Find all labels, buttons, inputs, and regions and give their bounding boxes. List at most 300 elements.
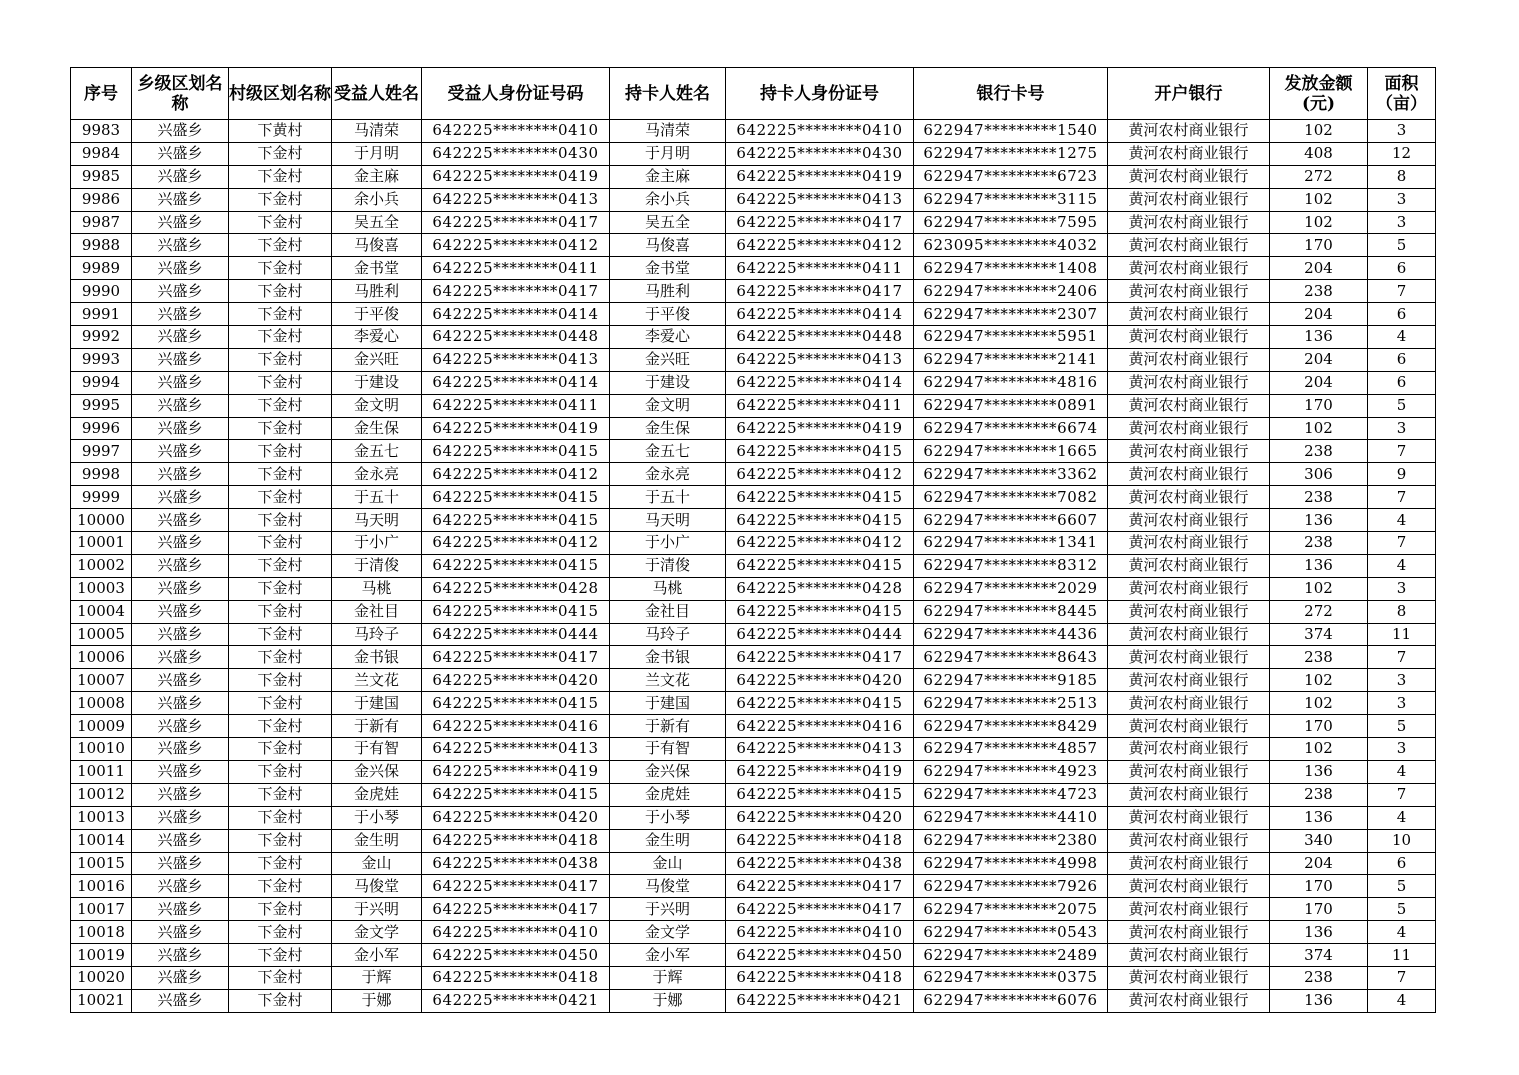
beneficiary-name-cell: 金山 xyxy=(332,852,422,875)
bank-cell: 黄河农村商业银行 xyxy=(1108,394,1270,417)
township-cell: 兴盛乡 xyxy=(132,623,229,646)
index-cell: 10000 xyxy=(71,509,132,532)
area-cell: 8 xyxy=(1368,165,1436,188)
cardholder-id-cell: 642225********0413 xyxy=(726,348,914,371)
index-cell: 9992 xyxy=(71,326,132,349)
bank-card-cell: 622947*********6076 xyxy=(914,989,1108,1012)
beneficiary-name-cell: 金社目 xyxy=(332,600,422,623)
amount-cell: 272 xyxy=(1270,165,1368,188)
amount-cell: 136 xyxy=(1270,806,1368,829)
beneficiary-id-cell: 642225********0414 xyxy=(422,371,610,394)
township-cell: 兴盛乡 xyxy=(132,966,229,989)
cardholder-name-cell: 金兴旺 xyxy=(610,348,726,371)
township-cell: 兴盛乡 xyxy=(132,852,229,875)
township-cell: 兴盛乡 xyxy=(132,188,229,211)
beneficiary-id-cell: 642225********0419 xyxy=(422,760,610,783)
beneficiary-id-cell: 642225********0413 xyxy=(422,348,610,371)
bank-cell: 黄河农村商业银行 xyxy=(1108,989,1270,1012)
cardholder-name-cell: 金虎娃 xyxy=(610,783,726,806)
bank-card-cell: 622947*********2489 xyxy=(914,944,1108,967)
amount-cell: 204 xyxy=(1270,371,1368,394)
township-cell: 兴盛乡 xyxy=(132,326,229,349)
area-cell: 7 xyxy=(1368,280,1436,303)
bank-cell: 黄河农村商业银行 xyxy=(1108,257,1270,280)
bank-card-cell: 622947*********3115 xyxy=(914,188,1108,211)
cardholder-name-cell: 于月明 xyxy=(610,142,726,165)
bank-cell: 黄河农村商业银行 xyxy=(1108,463,1270,486)
beneficiary-name-cell: 金生保 xyxy=(332,417,422,440)
beneficiary-id-cell: 642225********0419 xyxy=(422,165,610,188)
table-row xyxy=(71,165,1436,188)
cardholder-id-cell: 642225********0450 xyxy=(726,944,914,967)
cardholder-name-cell: 马天明 xyxy=(610,509,726,532)
beneficiary-name-cell: 金兴旺 xyxy=(332,348,422,371)
beneficiary-id-cell: 642225********0411 xyxy=(422,394,610,417)
amount-cell: 102 xyxy=(1270,417,1368,440)
table-row xyxy=(71,989,1436,1012)
amount-cell: 204 xyxy=(1270,852,1368,875)
village-cell: 下金村 xyxy=(229,646,332,669)
village-cell: 下金村 xyxy=(229,234,332,257)
table-row xyxy=(71,600,1436,623)
township-cell: 兴盛乡 xyxy=(132,921,229,944)
table-row xyxy=(71,142,1436,165)
cardholder-name-cell: 金生明 xyxy=(610,829,726,852)
beneficiary-name-cell: 于新有 xyxy=(332,715,422,738)
cardholder-id-cell: 642225********0411 xyxy=(726,394,914,417)
header-cell-amount: 发放金额(元) xyxy=(1270,68,1368,120)
amount-cell: 306 xyxy=(1270,463,1368,486)
amount-cell: 136 xyxy=(1270,760,1368,783)
table-row xyxy=(71,188,1436,211)
beneficiary-id-cell: 642225********0413 xyxy=(422,738,610,761)
amount-cell: 170 xyxy=(1270,394,1368,417)
header-cell-township: 乡级区划名称 xyxy=(132,68,229,120)
bank-card-cell: 622947*********4923 xyxy=(914,760,1108,783)
bank-cell: 黄河农村商业银行 xyxy=(1108,760,1270,783)
amount-cell: 136 xyxy=(1270,989,1368,1012)
area-cell: 4 xyxy=(1368,989,1436,1012)
index-cell: 9993 xyxy=(71,348,132,371)
table-row xyxy=(71,532,1436,555)
table-row xyxy=(71,692,1436,715)
area-cell: 3 xyxy=(1368,417,1436,440)
beneficiary-id-cell: 642225********0418 xyxy=(422,966,610,989)
table-row xyxy=(71,921,1436,944)
header-row xyxy=(71,68,1436,120)
bank-cell: 黄河农村商业银行 xyxy=(1108,280,1270,303)
village-cell: 下金村 xyxy=(229,623,332,646)
bank-cell: 黄河农村商业银行 xyxy=(1108,417,1270,440)
index-cell: 10011 xyxy=(71,760,132,783)
bank-card-cell: 622947*********6723 xyxy=(914,165,1108,188)
cardholder-id-cell: 642225********0414 xyxy=(726,371,914,394)
bank-cell: 黄河农村商业银行 xyxy=(1108,623,1270,646)
amount-cell: 408 xyxy=(1270,142,1368,165)
bank-cell: 黄河农村商业银行 xyxy=(1108,806,1270,829)
bank-cell: 黄河农村商业银行 xyxy=(1108,120,1270,143)
village-cell: 下金村 xyxy=(229,554,332,577)
amount-cell: 204 xyxy=(1270,257,1368,280)
amount-cell: 272 xyxy=(1270,600,1368,623)
village-cell: 下金村 xyxy=(229,348,332,371)
cardholder-id-cell: 642225********0419 xyxy=(726,417,914,440)
bank-cell: 黄河农村商业银行 xyxy=(1108,875,1270,898)
beneficiary-id-cell: 642225********0410 xyxy=(422,120,610,143)
bank-cell: 黄河农村商业银行 xyxy=(1108,188,1270,211)
index-cell: 9985 xyxy=(71,165,132,188)
village-cell: 下金村 xyxy=(229,875,332,898)
area-cell: 3 xyxy=(1368,669,1436,692)
bank-card-cell: 623095*********4032 xyxy=(914,234,1108,257)
cardholder-name-cell: 余小兵 xyxy=(610,188,726,211)
cardholder-id-cell: 642225********0419 xyxy=(726,165,914,188)
area-cell: 4 xyxy=(1368,326,1436,349)
area-cell: 3 xyxy=(1368,188,1436,211)
header-cell-beneficiary-id: 受益人身份证号码 xyxy=(422,68,610,120)
table-row xyxy=(71,120,1436,143)
beneficiary-id-cell: 642225********0417 xyxy=(422,646,610,669)
header-cell-bank: 开户银行 xyxy=(1108,68,1270,120)
area-cell: 4 xyxy=(1368,760,1436,783)
bank-card-cell: 622947*********1665 xyxy=(914,440,1108,463)
cardholder-id-cell: 642225********0418 xyxy=(726,966,914,989)
beneficiary-id-cell: 642225********0415 xyxy=(422,554,610,577)
beneficiary-name-cell: 金文明 xyxy=(332,394,422,417)
cardholder-id-cell: 642225********0430 xyxy=(726,142,914,165)
bank-card-cell: 622947*********9185 xyxy=(914,669,1108,692)
township-cell: 兴盛乡 xyxy=(132,554,229,577)
beneficiary-name-cell: 金主麻 xyxy=(332,165,422,188)
township-cell: 兴盛乡 xyxy=(132,944,229,967)
amount-cell: 102 xyxy=(1270,120,1368,143)
bank-cell: 黄河农村商业银行 xyxy=(1108,440,1270,463)
beneficiary-name-cell: 金书堂 xyxy=(332,257,422,280)
beneficiary-id-cell: 642225********0421 xyxy=(422,989,610,1012)
beneficiary-name-cell: 余小兵 xyxy=(332,188,422,211)
cardholder-name-cell: 金五七 xyxy=(610,440,726,463)
beneficiary-id-cell: 642225********0415 xyxy=(422,600,610,623)
township-cell: 兴盛乡 xyxy=(132,486,229,509)
amount-cell: 170 xyxy=(1270,715,1368,738)
cardholder-id-cell: 642225********0414 xyxy=(726,303,914,326)
bank-card-cell: 622947*********4410 xyxy=(914,806,1108,829)
beneficiary-name-cell: 金生明 xyxy=(332,829,422,852)
area-cell: 11 xyxy=(1368,944,1436,967)
beneficiary-id-cell: 642225********0416 xyxy=(422,715,610,738)
cardholder-name-cell: 于辉 xyxy=(610,966,726,989)
village-cell: 下金村 xyxy=(229,966,332,989)
amount-cell: 136 xyxy=(1270,326,1368,349)
index-cell: 9989 xyxy=(71,257,132,280)
cardholder-name-cell: 金山 xyxy=(610,852,726,875)
index-cell: 9995 xyxy=(71,394,132,417)
cardholder-id-cell: 642225********0444 xyxy=(726,623,914,646)
area-cell: 6 xyxy=(1368,348,1436,371)
beneficiary-id-cell: 642225********0415 xyxy=(422,440,610,463)
cardholder-name-cell: 马俊喜 xyxy=(610,234,726,257)
amount-cell: 238 xyxy=(1270,486,1368,509)
amount-cell: 102 xyxy=(1270,738,1368,761)
village-cell: 下金村 xyxy=(229,738,332,761)
cardholder-id-cell: 642225********0415 xyxy=(726,509,914,532)
village-cell: 下金村 xyxy=(229,211,332,234)
bank-cell: 黄河农村商业银行 xyxy=(1108,348,1270,371)
index-cell: 10006 xyxy=(71,646,132,669)
area-cell: 3 xyxy=(1368,738,1436,761)
cardholder-id-cell: 642225********0420 xyxy=(726,806,914,829)
beneficiary-name-cell: 金兴保 xyxy=(332,760,422,783)
village-cell: 下金村 xyxy=(229,142,332,165)
cardholder-name-cell: 兰文花 xyxy=(610,669,726,692)
township-cell: 兴盛乡 xyxy=(132,600,229,623)
area-cell: 11 xyxy=(1368,623,1436,646)
bank-cell: 黄河农村商业银行 xyxy=(1108,371,1270,394)
header-cell-area: 面积（亩） xyxy=(1368,68,1436,120)
table-row xyxy=(71,554,1436,577)
cardholder-name-cell: 于小琴 xyxy=(610,806,726,829)
cardholder-name-cell: 于平俊 xyxy=(610,303,726,326)
village-cell: 下金村 xyxy=(229,898,332,921)
bank-card-cell: 622947*********4857 xyxy=(914,738,1108,761)
area-cell: 8 xyxy=(1368,600,1436,623)
cardholder-name-cell: 于建设 xyxy=(610,371,726,394)
township-cell: 兴盛乡 xyxy=(132,371,229,394)
header-cell-index: 序号 xyxy=(71,68,132,120)
village-cell: 下金村 xyxy=(229,165,332,188)
cardholder-id-cell: 642225********0420 xyxy=(726,669,914,692)
township-cell: 兴盛乡 xyxy=(132,783,229,806)
village-cell: 下金村 xyxy=(229,486,332,509)
header-cell-bank-card: 银行卡号 xyxy=(914,68,1108,120)
beneficiary-name-cell: 金小军 xyxy=(332,944,422,967)
cardholder-id-cell: 642225********0413 xyxy=(726,738,914,761)
cardholder-name-cell: 于有智 xyxy=(610,738,726,761)
area-cell: 10 xyxy=(1368,829,1436,852)
amount-cell: 102 xyxy=(1270,577,1368,600)
index-cell: 10019 xyxy=(71,944,132,967)
cardholder-name-cell: 于兴明 xyxy=(610,898,726,921)
amount-cell: 238 xyxy=(1270,440,1368,463)
bank-card-cell: 622947*********7926 xyxy=(914,875,1108,898)
table-row xyxy=(71,875,1436,898)
cardholder-name-cell: 于清俊 xyxy=(610,554,726,577)
cardholder-name-cell: 金书堂 xyxy=(610,257,726,280)
cardholder-name-cell: 马桃 xyxy=(610,577,726,600)
bank-cell: 黄河农村商业银行 xyxy=(1108,165,1270,188)
table-row xyxy=(71,463,1436,486)
beneficiary-name-cell: 金虎娃 xyxy=(332,783,422,806)
table-row xyxy=(71,280,1436,303)
beneficiary-name-cell: 金文学 xyxy=(332,921,422,944)
table-row xyxy=(71,577,1436,600)
village-cell: 下金村 xyxy=(229,371,332,394)
beneficiary-id-cell: 642225********0413 xyxy=(422,188,610,211)
beneficiary-id-cell: 642225********0420 xyxy=(422,806,610,829)
cardholder-id-cell: 642225********0410 xyxy=(726,921,914,944)
beneficiary-id-cell: 642225********0430 xyxy=(422,142,610,165)
beneficiary-id-cell: 642225********0417 xyxy=(422,280,610,303)
village-cell: 下金村 xyxy=(229,921,332,944)
beneficiary-id-cell: 642225********0412 xyxy=(422,463,610,486)
bank-cell: 黄河农村商业银行 xyxy=(1108,692,1270,715)
area-cell: 3 xyxy=(1368,120,1436,143)
area-cell: 5 xyxy=(1368,394,1436,417)
township-cell: 兴盛乡 xyxy=(132,417,229,440)
table-row xyxy=(71,234,1436,257)
bank-cell: 黄河农村商业银行 xyxy=(1108,783,1270,806)
cardholder-id-cell: 642225********0448 xyxy=(726,326,914,349)
index-cell: 10018 xyxy=(71,921,132,944)
bank-card-cell: 622947*********6674 xyxy=(914,417,1108,440)
bank-card-cell: 622947*********8643 xyxy=(914,646,1108,669)
amount-cell: 170 xyxy=(1270,875,1368,898)
area-cell: 6 xyxy=(1368,257,1436,280)
township-cell: 兴盛乡 xyxy=(132,669,229,692)
township-cell: 兴盛乡 xyxy=(132,211,229,234)
area-cell: 7 xyxy=(1368,532,1436,555)
table-row xyxy=(71,211,1436,234)
cardholder-name-cell: 马俊堂 xyxy=(610,875,726,898)
township-cell: 兴盛乡 xyxy=(132,646,229,669)
table-row xyxy=(71,371,1436,394)
bank-card-cell: 622947*********4816 xyxy=(914,371,1108,394)
cardholder-name-cell: 马胜利 xyxy=(610,280,726,303)
beneficiary-id-cell: 642225********0448 xyxy=(422,326,610,349)
cardholder-name-cell: 于五十 xyxy=(610,486,726,509)
header-cell-cardholder-id: 持卡人身份证号 xyxy=(726,68,914,120)
village-cell: 下金村 xyxy=(229,783,332,806)
area-cell: 7 xyxy=(1368,440,1436,463)
cardholder-name-cell: 吴五全 xyxy=(610,211,726,234)
village-cell: 下黄村 xyxy=(229,120,332,143)
bank-card-cell: 622947*********0375 xyxy=(914,966,1108,989)
beneficiary-name-cell: 于月明 xyxy=(332,142,422,165)
cardholder-id-cell: 642225********0417 xyxy=(726,646,914,669)
village-cell: 下金村 xyxy=(229,394,332,417)
beneficiary-name-cell: 于娜 xyxy=(332,989,422,1012)
township-cell: 兴盛乡 xyxy=(132,577,229,600)
index-cell: 10001 xyxy=(71,532,132,555)
beneficiary-id-cell: 642225********0414 xyxy=(422,303,610,326)
beneficiary-id-cell: 642225********0417 xyxy=(422,875,610,898)
village-cell: 下金村 xyxy=(229,944,332,967)
township-cell: 兴盛乡 xyxy=(132,692,229,715)
beneficiary-name-cell: 于平俊 xyxy=(332,303,422,326)
cardholder-name-cell: 金书银 xyxy=(610,646,726,669)
cardholder-name-cell: 金主麻 xyxy=(610,165,726,188)
table-row xyxy=(71,326,1436,349)
bank-card-cell: 622947*********2307 xyxy=(914,303,1108,326)
township-cell: 兴盛乡 xyxy=(132,989,229,1012)
index-cell: 9983 xyxy=(71,120,132,143)
village-cell: 下金村 xyxy=(229,326,332,349)
amount-cell: 170 xyxy=(1270,234,1368,257)
index-cell: 10021 xyxy=(71,989,132,1012)
cardholder-id-cell: 642225********0438 xyxy=(726,852,914,875)
index-cell: 10020 xyxy=(71,966,132,989)
cardholder-id-cell: 642225********0415 xyxy=(726,692,914,715)
cardholder-id-cell: 642225********0419 xyxy=(726,760,914,783)
index-cell: 10013 xyxy=(71,806,132,829)
bank-card-cell: 622947*********5951 xyxy=(914,326,1108,349)
township-cell: 兴盛乡 xyxy=(132,348,229,371)
cardholder-id-cell: 642225********0412 xyxy=(726,234,914,257)
bank-card-cell: 622947*********2075 xyxy=(914,898,1108,921)
table-row xyxy=(71,944,1436,967)
cardholder-name-cell: 李爱心 xyxy=(610,326,726,349)
bank-card-cell: 622947*********2406 xyxy=(914,280,1108,303)
index-cell: 9984 xyxy=(71,142,132,165)
bank-cell: 黄河农村商业银行 xyxy=(1108,509,1270,532)
cardholder-id-cell: 642225********0418 xyxy=(726,829,914,852)
bank-card-cell: 622947*********1540 xyxy=(914,120,1108,143)
township-cell: 兴盛乡 xyxy=(132,738,229,761)
cardholder-id-cell: 642225********0415 xyxy=(726,486,914,509)
table-row xyxy=(71,257,1436,280)
amount-cell: 136 xyxy=(1270,554,1368,577)
village-cell: 下金村 xyxy=(229,463,332,486)
cardholder-name-cell: 金社目 xyxy=(610,600,726,623)
bank-cell: 黄河农村商业银行 xyxy=(1108,669,1270,692)
village-cell: 下金村 xyxy=(229,257,332,280)
index-cell: 10005 xyxy=(71,623,132,646)
bank-cell: 黄河农村商业银行 xyxy=(1108,715,1270,738)
bank-card-cell: 622947*********7595 xyxy=(914,211,1108,234)
amount-cell: 340 xyxy=(1270,829,1368,852)
beneficiary-id-cell: 642225********0417 xyxy=(422,211,610,234)
bank-card-cell: 622947*********4998 xyxy=(914,852,1108,875)
bank-cell: 黄河农村商业银行 xyxy=(1108,486,1270,509)
table-row xyxy=(71,806,1436,829)
beneficiary-id-cell: 642225********0411 xyxy=(422,257,610,280)
bank-cell: 黄河农村商业银行 xyxy=(1108,944,1270,967)
bank-card-cell: 622947*********2513 xyxy=(914,692,1108,715)
bank-cell: 黄河农村商业银行 xyxy=(1108,852,1270,875)
table-row xyxy=(71,760,1436,783)
table-row xyxy=(71,509,1436,532)
index-cell: 9997 xyxy=(71,440,132,463)
cardholder-id-cell: 642225********0416 xyxy=(726,715,914,738)
beneficiary-name-cell: 马胜利 xyxy=(332,280,422,303)
village-cell: 下金村 xyxy=(229,829,332,852)
village-cell: 下金村 xyxy=(229,532,332,555)
bank-card-cell: 622947*********4723 xyxy=(914,783,1108,806)
subsidy-table xyxy=(70,67,1436,1013)
beneficiary-name-cell: 马清荣 xyxy=(332,120,422,143)
beneficiary-name-cell: 于五十 xyxy=(332,486,422,509)
cardholder-id-cell: 642225********0421 xyxy=(726,989,914,1012)
area-cell: 6 xyxy=(1368,852,1436,875)
amount-cell: 102 xyxy=(1270,211,1368,234)
area-cell: 7 xyxy=(1368,486,1436,509)
amount-cell: 136 xyxy=(1270,921,1368,944)
area-cell: 7 xyxy=(1368,646,1436,669)
village-cell: 下金村 xyxy=(229,509,332,532)
cardholder-name-cell: 金文学 xyxy=(610,921,726,944)
bank-cell: 黄河农村商业银行 xyxy=(1108,898,1270,921)
area-cell: 5 xyxy=(1368,715,1436,738)
beneficiary-id-cell: 642225********0415 xyxy=(422,783,610,806)
township-cell: 兴盛乡 xyxy=(132,440,229,463)
bank-card-cell: 622947*********4436 xyxy=(914,623,1108,646)
amount-cell: 238 xyxy=(1270,532,1368,555)
township-cell: 兴盛乡 xyxy=(132,463,229,486)
area-cell: 3 xyxy=(1368,577,1436,600)
bank-cell: 黄河农村商业银行 xyxy=(1108,829,1270,852)
amount-cell: 102 xyxy=(1270,692,1368,715)
township-cell: 兴盛乡 xyxy=(132,120,229,143)
